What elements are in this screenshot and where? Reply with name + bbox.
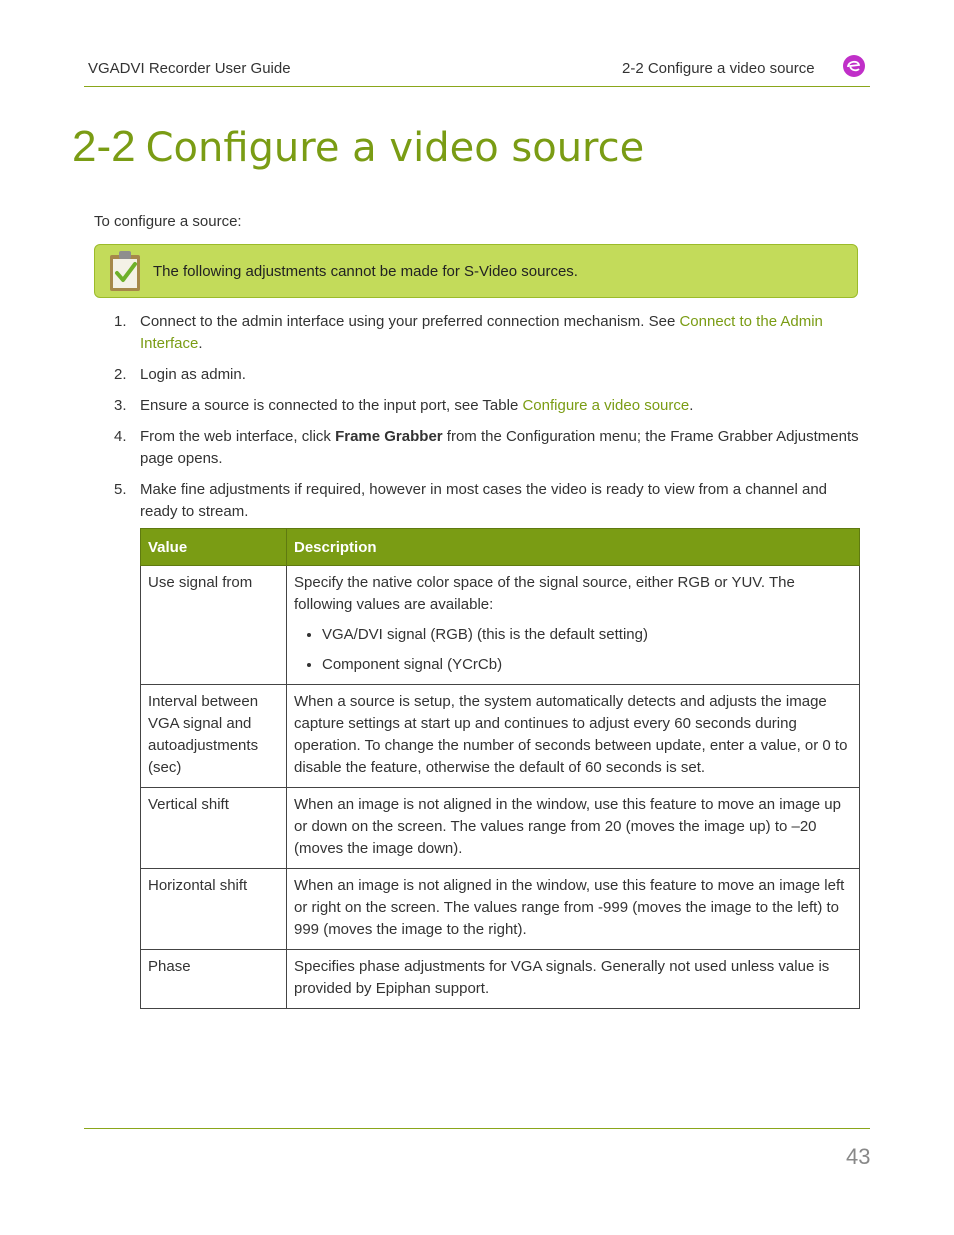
steps-list [114,311,862,532]
list-item [114,395,862,417]
step-number: 4. [114,428,127,445]
header-rule [84,86,870,87]
table-cell-description: When an image is not aligned in the window, use this feature to move an image up or down on the screen. The values range from 20 (moves the image up) to –20 (moves the image down). [287,788,860,869]
settings-table [140,528,860,1009]
table-row [141,950,860,1009]
step-text: Login as admin. [140,366,246,383]
table-row [141,566,860,685]
table-row [141,788,860,869]
page-title [72,122,644,172]
list-item [114,311,862,355]
step-text: Ensure a source is connected to the input port, see Table [140,397,523,414]
footer-rule [84,1128,870,1129]
section-number: 2-2 [72,122,136,171]
table-row [141,869,860,950]
bullet-list [294,624,852,676]
column-header-description: Description [287,529,860,566]
link-configure-video-source[interactable]: Configure a video source [522,397,690,414]
step-text: From the web interface, click [140,428,336,445]
step-text: Make fine adjustments if required, however in most cases the video is ready to view from a channel and ready to stream. [140,481,828,520]
bullet-item: • Component signal (YCrCb) [322,654,852,676]
step-number: 3. [114,397,127,414]
table-row [141,685,860,788]
description-text: Specify the native color space of the signal source, either RGB or YUV. The following values are available: [294,574,795,613]
running-header-section-title: 2-2 Configure a video source [622,60,815,77]
table-cell-value: Vertical shift [141,788,287,869]
table-cell-value: Use signal from [141,566,287,685]
checklist-clipboard-icon [107,249,143,293]
step-text: Connect to the admin interface using your preferred connection mechanism. See [140,313,680,330]
epiphan-logo-icon [842,54,866,78]
bullet-item: • VGA/DVI signal (RGB) (this is the default setting) [322,624,852,646]
list-item [114,479,862,523]
table-cell-description [287,566,860,685]
step-number: 5. [114,481,127,498]
table-cell-value: Phase [141,950,287,1009]
intro-text: To configure a source: [94,213,242,230]
list-item [114,364,862,386]
section-title: Configure a video source [145,125,645,171]
step-number: 1. [114,313,127,330]
running-header-guide-title: VGADVI Recorder User Guide [88,60,291,77]
table-header-row [141,529,860,566]
note-callout [94,244,858,298]
table-cell-description: When an image is not aligned in the window, use this feature to move an image left or right on the screen. The values range from -999 (moves the image to the left) to 999 (moves the image to the right). [287,869,860,950]
note-text: The following adjustments cannot be made for S-Video sources. [153,263,578,280]
step-text-end: . [689,397,694,414]
table-cell-value: Horizontal shift [141,869,287,950]
table-cell-description: When a source is setup, the system automatically detects and adjusts the image capture settings at start up and continues to adjust every 60 seconds during operation. To change the number of seconds between update, enter a value, or 0 to disable the feature, otherwise the default of 60 seconds is set. [287,685,860,788]
table-cell-value: Interval between VGA signal and autoadjustments (sec) [141,685,287,788]
list-item [114,426,862,470]
table-cell-description: Specifies phase adjustments for VGA signals. Generally not used unless value is provided by Epiphan support. [287,950,860,1009]
step-text-end: . [198,335,203,352]
step-text-end: from the Configuration menu; the Frame Grabber Adjustments page opens. [140,428,859,467]
column-header-value: Value [141,529,287,566]
ui-term-frame-grabber: Frame Grabber [335,428,443,445]
page-number: 43 [846,1144,871,1169]
step-number: 2. [114,366,127,383]
link-connect-admin-interface[interactable]: Connect to the Admin Interface [140,313,823,352]
